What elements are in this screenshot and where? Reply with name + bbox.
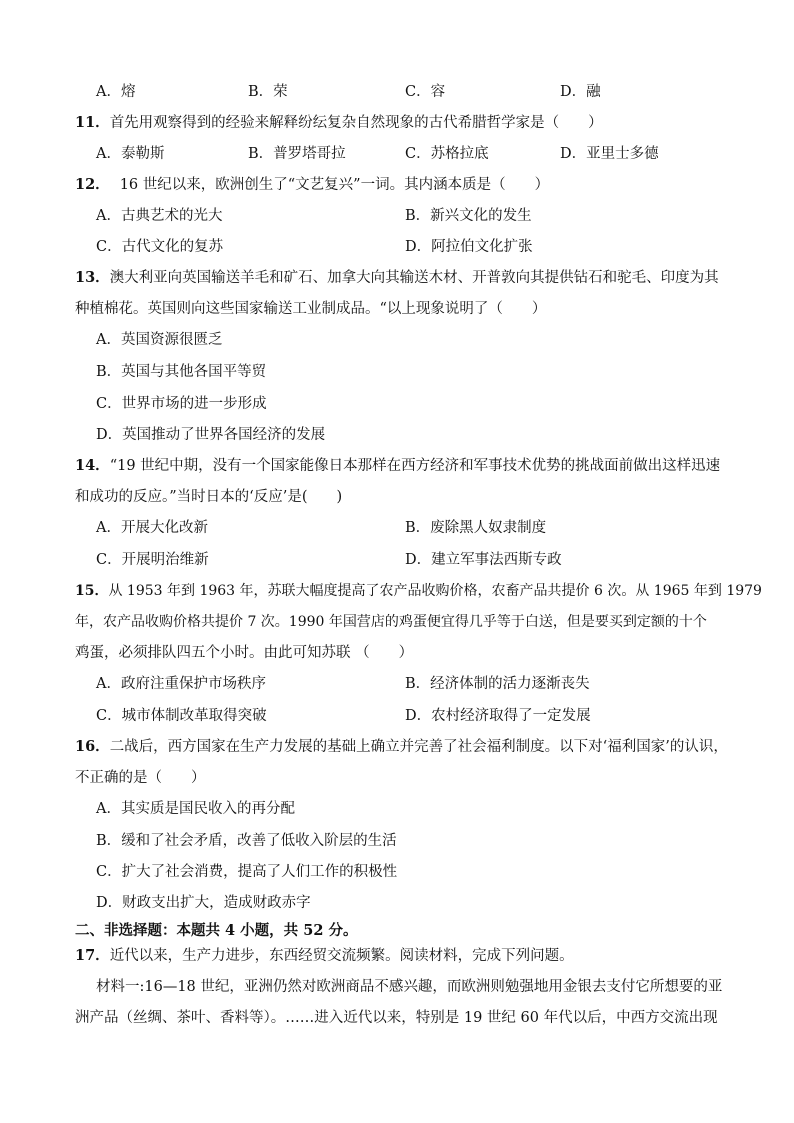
q14-text-1: “19 世纪中期，没有一个国家能像日本那样在西方经济和军事技术优势的挑战面前做出这样迅速 — [109, 458, 721, 474]
q15-stem-line-2: 年，农产品收购价格共提价 7 次。1990 年国营店的鸡蛋便宜得几乎等于白送，但是要买到定额的十个 — [75, 614, 707, 630]
q13-option-c: C．世界市场的进一步形成 — [96, 396, 267, 412]
q14-stem-line-2: 和成功的反应。”当时日本的‘反应’是( ) — [75, 489, 343, 505]
q14-option-d: D．建立军事法西斯专政 — [405, 552, 562, 568]
q16-stem-line-2: 不正确的是（ ） — [75, 770, 206, 786]
q14-stem-line-1 — [75, 456, 720, 476]
q13-option-b: B．英国与其他各国平等贸 — [96, 364, 267, 380]
q12-number: 12． — [75, 176, 110, 193]
q14-option-c: C．开展明治维新 — [96, 552, 209, 568]
q12-option-c: C．古代文化的复苏 — [96, 239, 224, 255]
q11-number: 11． — [75, 114, 110, 131]
q16-stem-line-1 — [75, 737, 728, 757]
q15-stem-line-3: 鸡蛋，必须排队四五个小时。由此可知苏联 （ ） — [75, 645, 414, 661]
q13-option-a: A．英国资源很匮乏 — [96, 332, 223, 348]
q13-option-d: D．英国推动了世界各国经济的发展 — [96, 427, 326, 443]
q11-option-d: D．亚里士多德 — [560, 146, 659, 162]
q15-option-c: C．城市体制改革取得突破 — [96, 708, 267, 724]
q11-text: 首先用观察得到的经验来解释纷纭复杂自然现象的古代希腊哲学家是（ ） — [109, 115, 603, 131]
q14-number: 14． — [75, 457, 110, 474]
q15-option-b: B．经济体制的活力逐渐丧失 — [405, 676, 590, 692]
q16-number: 16． — [75, 738, 110, 755]
q16-option-b: B．缓和了社会矛盾，改善了低收入阶层的生活 — [96, 833, 397, 849]
section-2-title: 二、非选择题：本题共 4 小题，共 52 分。 — [75, 922, 358, 939]
q11-option-c: C．苏格拉底 — [405, 146, 489, 162]
q10-option-a: A．熔 — [96, 84, 136, 100]
q15-option-a: A．政府注重保护市场秩序 — [96, 676, 266, 692]
q12-text: 16 世纪以来，欧洲创生了“文艺复兴”一词。其内涵本质是（ ） — [119, 177, 550, 193]
q11-option-b: B．普罗塔哥拉 — [248, 146, 346, 162]
q13-number: 13． — [75, 269, 110, 286]
q15-option-d: D．农村经济取得了一定发展 — [405, 708, 591, 724]
q12-option-d: D．阿拉伯文化扩张 — [405, 239, 533, 255]
q17-material-line-1: 材料一:16—18 世纪，亚洲仍然对欧洲商品不感兴趣，而欧洲则勉强地用金银去支付它所想要的亚 — [96, 979, 723, 995]
q13-text-1: 澳大利亚向英国输送羊毛和矿石、加拿大向其输送木材、开普敦向其提供钻石和驼毛、印度为其 — [109, 270, 719, 286]
q10-option-d: D．融 — [560, 84, 601, 100]
q15-number: 15． — [75, 583, 109, 599]
q17-text: 近代以来，生产力进步，东西经贸交流频繁。阅读材料，完成下列问题。 — [109, 948, 574, 964]
q13-stem-line-1 — [75, 268, 719, 288]
q12-option-b: B．新兴文化的发生 — [405, 208, 532, 224]
q14-option-b: B．废除黑人奴隶制度 — [405, 520, 547, 536]
q16-option-c: C．扩大了社会消费，提高了人们工作的积极性 — [96, 864, 398, 880]
q17-number: 17． — [75, 947, 110, 964]
q17-material-line-2: 洲产品（丝绸、茶叶、香料等）。……进入近代以来，特别是 19 世纪 60 年代以后，中西方交流出现 — [75, 1010, 718, 1026]
q17-stem — [75, 946, 574, 966]
q12-stem — [75, 175, 549, 195]
q15-stem-line-1 — [75, 581, 762, 601]
q14-option-a: A．开展大化改新 — [96, 520, 208, 536]
q11-option-a: A．泰勒斯 — [96, 146, 165, 162]
q12-option-a: A．古典艺术的光大 — [96, 208, 223, 224]
q16-option-a: A．其实质是国民收入的再分配 — [96, 801, 295, 817]
q15-text-1: 从 1953 年到 1963 年，苏联大幅度提高了农产品收购价格，农畜产品共提价 6 次。从 1965 年到 1979 — [108, 583, 762, 599]
q16-option-d: D．财政支出扩大，造成财政赤字 — [96, 895, 311, 911]
q10-option-c: C．容 — [405, 84, 446, 100]
q10-option-b: B．荣 — [248, 84, 288, 100]
q16-text-1: 二战后，西方国家在生产力发展的基础上确立并完善了社会福利制度。以下对‘福利国家’的认识， — [109, 739, 728, 755]
q11-stem — [75, 113, 603, 133]
q13-stem-line-2: 种植棉花。英国则向这些国家输送工业制成品。“以上现象说明了（ ） — [75, 301, 547, 317]
